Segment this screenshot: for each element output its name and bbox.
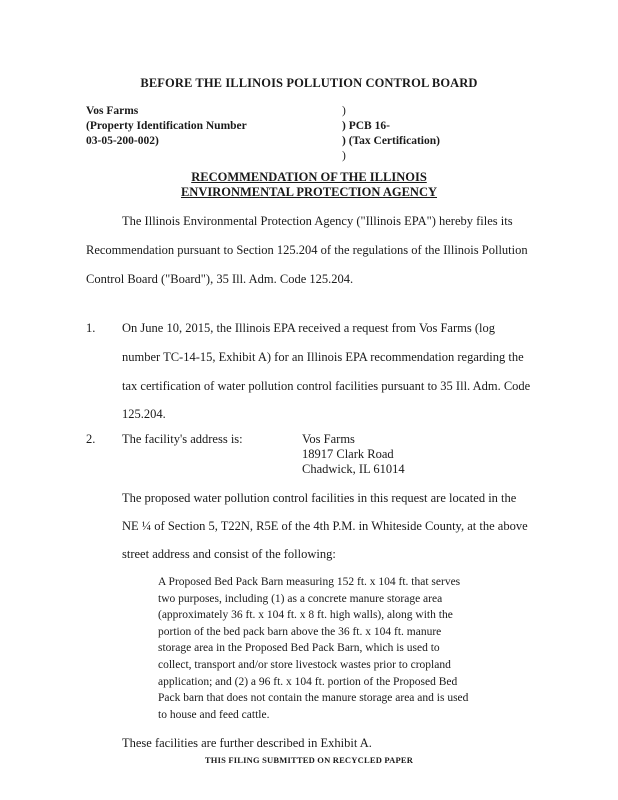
facility-description-line: application; and (2) a 96 ft. x 104 ft. portion of the Proposed Bed bbox=[158, 675, 458, 688]
caption-pin-number: 03-05-200-002) bbox=[86, 135, 159, 147]
item-line: On June 10, 2015, the Illinois EPA received a request from Vos Farms (log bbox=[122, 321, 495, 335]
caption-case-type: ) (Tax Certification) bbox=[342, 135, 440, 147]
facility-description-line: collect, transport and/or store livestock wastes prior to cropland bbox=[158, 658, 451, 671]
item-line: 125.204. bbox=[122, 407, 166, 421]
exhibit-reference: These facilities are further described in Exhibit A. bbox=[122, 736, 372, 750]
address-line: Vos Farms bbox=[302, 432, 355, 446]
intro-line: Control Board ("Board"), 35 Ill. Adm. Code 125.204. bbox=[86, 272, 354, 286]
caption-case-number: ) PCB 16- bbox=[342, 120, 390, 132]
facility-description-line: to house and feed cattle. bbox=[158, 708, 270, 721]
location-line: street address and consist of the following: bbox=[122, 547, 336, 561]
facility-description-line: (approximately 36 ft. x 104 ft. x 8 ft. high walls), along with the bbox=[158, 609, 453, 622]
address-line: 18917 Clark Road bbox=[302, 447, 394, 461]
caption-paren: ) bbox=[342, 150, 346, 162]
facility-description-line: Pack barn that does not contain the manure storage area and is used bbox=[158, 692, 469, 705]
intro-line: Recommendation pursuant to Section 125.204 of the regulations of the Illinois Pollution bbox=[86, 243, 528, 257]
address-label: The facility's address is: bbox=[122, 432, 243, 446]
location-line: NE ¼ of Section 5, T22N, R5E of the 4th P.M. in Whiteside County, at the above bbox=[122, 519, 528, 533]
caption-pin-label: (Property Identification Number bbox=[86, 120, 247, 132]
facility-description-line: A Proposed Bed Pack Barn measuring 152 ft. x 104 ft. that serves bbox=[158, 576, 461, 588]
board-title: BEFORE THE ILLINOIS POLLUTION CONTROL BOARD bbox=[140, 76, 478, 90]
intro-line: The Illinois Environmental Protection Agency ("Illinois EPA") hereby files its bbox=[122, 214, 513, 228]
caption-party-name: Vos Farms bbox=[86, 105, 139, 117]
address-line: Chadwick, IL 61014 bbox=[302, 462, 405, 476]
item-number: 1. bbox=[86, 321, 96, 335]
recommendation-heading-line1: RECOMMENDATION OF THE ILLINOIS bbox=[191, 170, 427, 184]
item-number: 2. bbox=[86, 432, 96, 446]
item-line: tax certification of water pollution control facilities pursuant to 35 Ill. Adm. Code bbox=[122, 379, 531, 393]
recommendation-heading-line2: ENVIRONMENTAL PROTECTION AGENCY bbox=[180, 185, 438, 199]
caption-paren: ) bbox=[342, 105, 346, 117]
facility-description-block bbox=[158, 574, 468, 723]
facility-description-line: storage area in the Proposed Bed Pack Barn, which is used to bbox=[158, 642, 440, 655]
facility-description-line: portion of the bed pack barn above the 36 ft. x 104 ft. manure bbox=[158, 625, 442, 638]
item-line: number TC-14-15, Exhibit A) for an Illinois EPA recommendation regarding the bbox=[122, 350, 524, 364]
location-line: The proposed water pollution control facilities in this request are located in the bbox=[122, 491, 517, 505]
recycled-paper-footer: THIS FILING SUBMITTED ON RECYCLED PAPER bbox=[204, 755, 414, 765]
facility-description-line: two purposes, including (1) as a concrete manure storage area bbox=[158, 592, 443, 605]
